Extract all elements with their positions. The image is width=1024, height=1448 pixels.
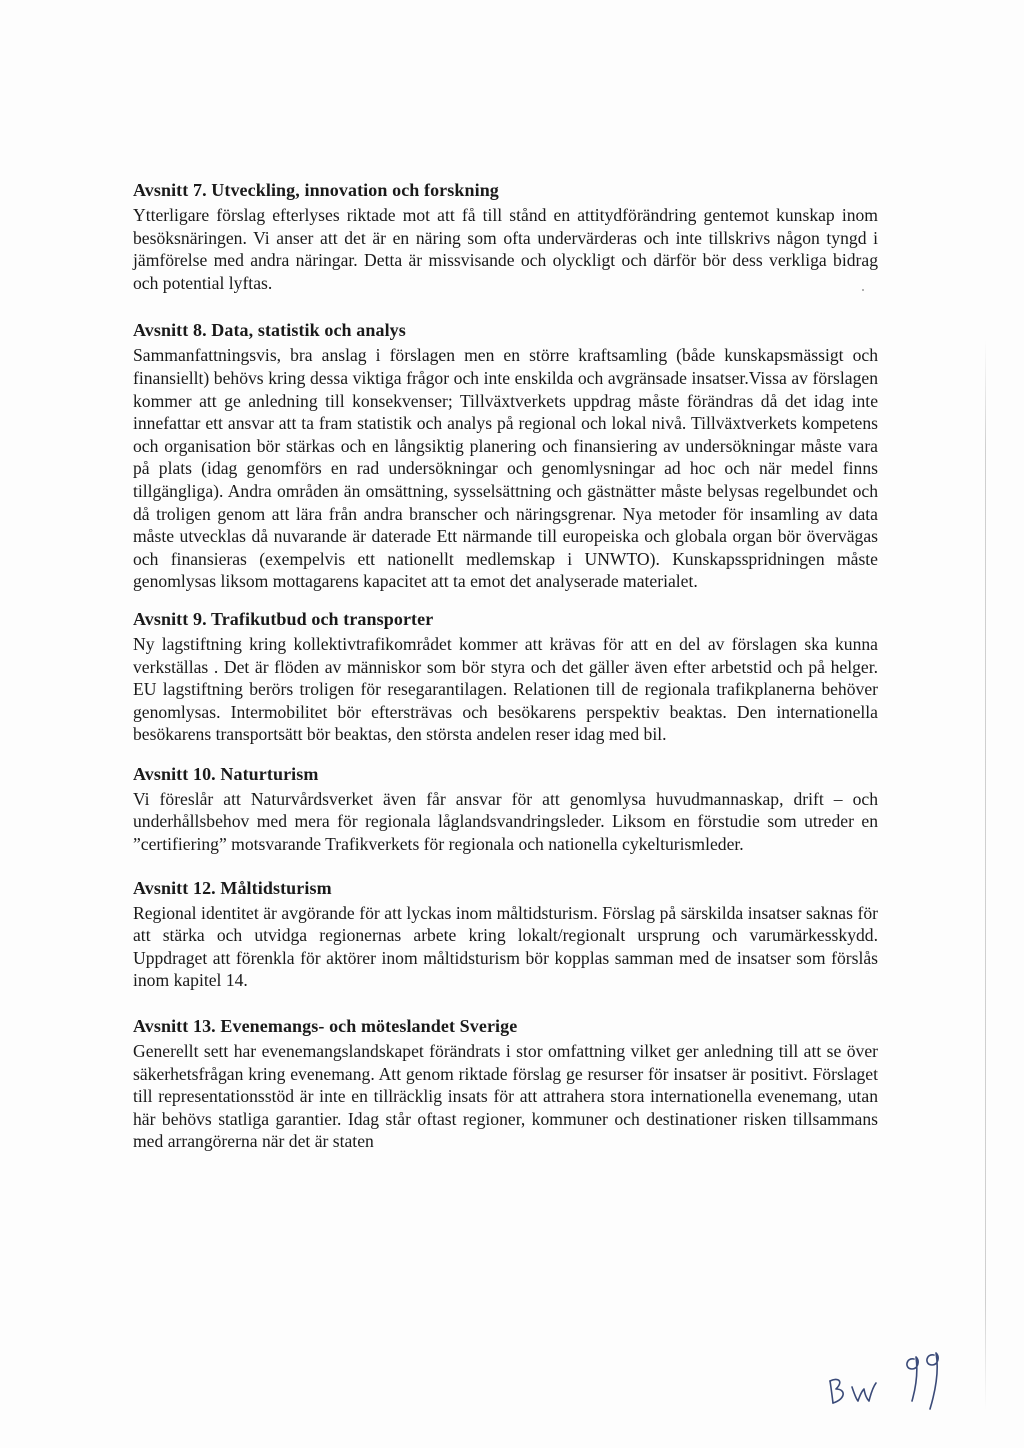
section-paragraph: Ytterligare förslag efterlyses riktade mot att få till stånd en attitydförändring gentemot kunskap inom besöksnäringen. Vi anser att det är en näring som ofta undervärderas och inte tillskrivs någon tyngd i jämförelse med andra näringar. Detta är missvisande och olyckligt och därför bör dess verkliga bidrag och potential lyftas. bbox=[133, 205, 878, 293]
section-9 bbox=[133, 607, 878, 746]
section-paragraph: Ny lagstiftning kring kollektivtrafikområdet kommer att krävas för att en del av förslagen ska kunna verkställas . Det är flöden av människor som bör styra och det gäller även efter arbetstid och på helger. EU lagstiftning berörs troligen för resegarantilagen. Relationen till de regionala trafikplanerna behöver genomlysas. Intermobilitet bör eftersträvas och besökarens perspektiv beaktas. Den internationella besökarens transportsätt bör beaktas, den största andelen reser idag med bil. bbox=[133, 633, 878, 745]
section-8 bbox=[133, 318, 878, 593]
section-paragraph: Sammanfattningsvis, bra anslag i förslagen men en större kraftsamling (både kunskapsmässigt och finansiellt) behövs kring dessa viktiga frågor och inte enskilda och avgränsade insatser.Vissa av förslagen kommer att ge anledning till konsekvenser; Tillväxtverkets uppdrag måste förändras då det idag inte innefattar ett ansvar att ta fram statistik och analys på regional och lokal nivå. Tillväxtverkets kompetens och organisation bör stärkas och en långsiktig planering och finansiering av undersökningar måste vara på plats (idag genomförs en rad undersökningar och genomlysningar ad hoc och när medel finns tillgängliga). Andra områden än omsättning, sysselsättning och gästnätter måste belysas regelbundet och då troligen genom att lära från andra branscher och näringsgrenar. Nya metoder för insamling av data måste utvecklas då nuvarande är daterade Ett närmande till europeiska och globala organ bör övervägas och finansieras (exempelvis ett nationellt medlemskap i UNWTO). Kunskapsspridningen måste genomlysas liksom mottagarens kapacitet att ta emot det analyserade materialet. bbox=[133, 345, 878, 592]
section-7 bbox=[133, 178, 878, 294]
section-heading: Avsnitt 8. Data, statistik och analys bbox=[133, 320, 406, 341]
section-heading: Avsnitt 12. Måltidsturism bbox=[133, 877, 332, 898]
section-paragraph: Regional identitet är avgörande för att lyckas inom måltidsturism. Förslag på särskilda insatser saknas för att stärka och utvidga regionernas arbete kring lokalt/regionalt ursprung och varumärkesskydd. Uppdraget att förenkla för aktörer inom måltidsturism bör kopplas samman med de insatser som förslås inom kapitel 14. bbox=[133, 902, 878, 991]
scan-margin-line bbox=[985, 340, 986, 1410]
section-12 bbox=[133, 876, 878, 992]
section-paragraph: Vi föreslår att Naturvårdsverket även får ansvar för att genomlysa huvudmannaskap, drift – och underhållsbehov med mera för regionala låglandsvandringsleder. Liksom en förstudie som utreder en ”certifiering” motsvarande Trafikverkets för regionala och nationella cykelturismleder. bbox=[133, 788, 878, 855]
section-heading: Avsnitt 9. Trafikutbud och transporter bbox=[133, 608, 434, 629]
section-heading: Avsnitt 13. Evenemangs- och möteslandet Sverige bbox=[133, 1016, 518, 1037]
section-13 bbox=[133, 1014, 878, 1153]
section-heading: Avsnitt 10. Naturturism bbox=[133, 763, 319, 784]
section-10 bbox=[133, 762, 878, 856]
document-body bbox=[133, 178, 878, 1153]
handwritten-initials bbox=[822, 1335, 962, 1415]
section-heading: Avsnitt 7. Utveckling, innovation och forskning bbox=[133, 180, 499, 200]
scan-speck bbox=[862, 289, 864, 291]
section-paragraph: Generellt sett har evenemangslandskapet förändrats i stor omfattning vilket ger anledning till att se över säkerhetsfrågan kring evenemang. Att genom riktade förslag ge resurser för insatser är positivt. Förslaget till representationsstöd är inte en tillräcklig insats för att attrahera stora internationella evenemang, utan här behövs statliga garantier. Idag står oftast regioner, kommuner och destinationer risken tillsammans med arrangörerna när det är staten bbox=[133, 1041, 878, 1152]
